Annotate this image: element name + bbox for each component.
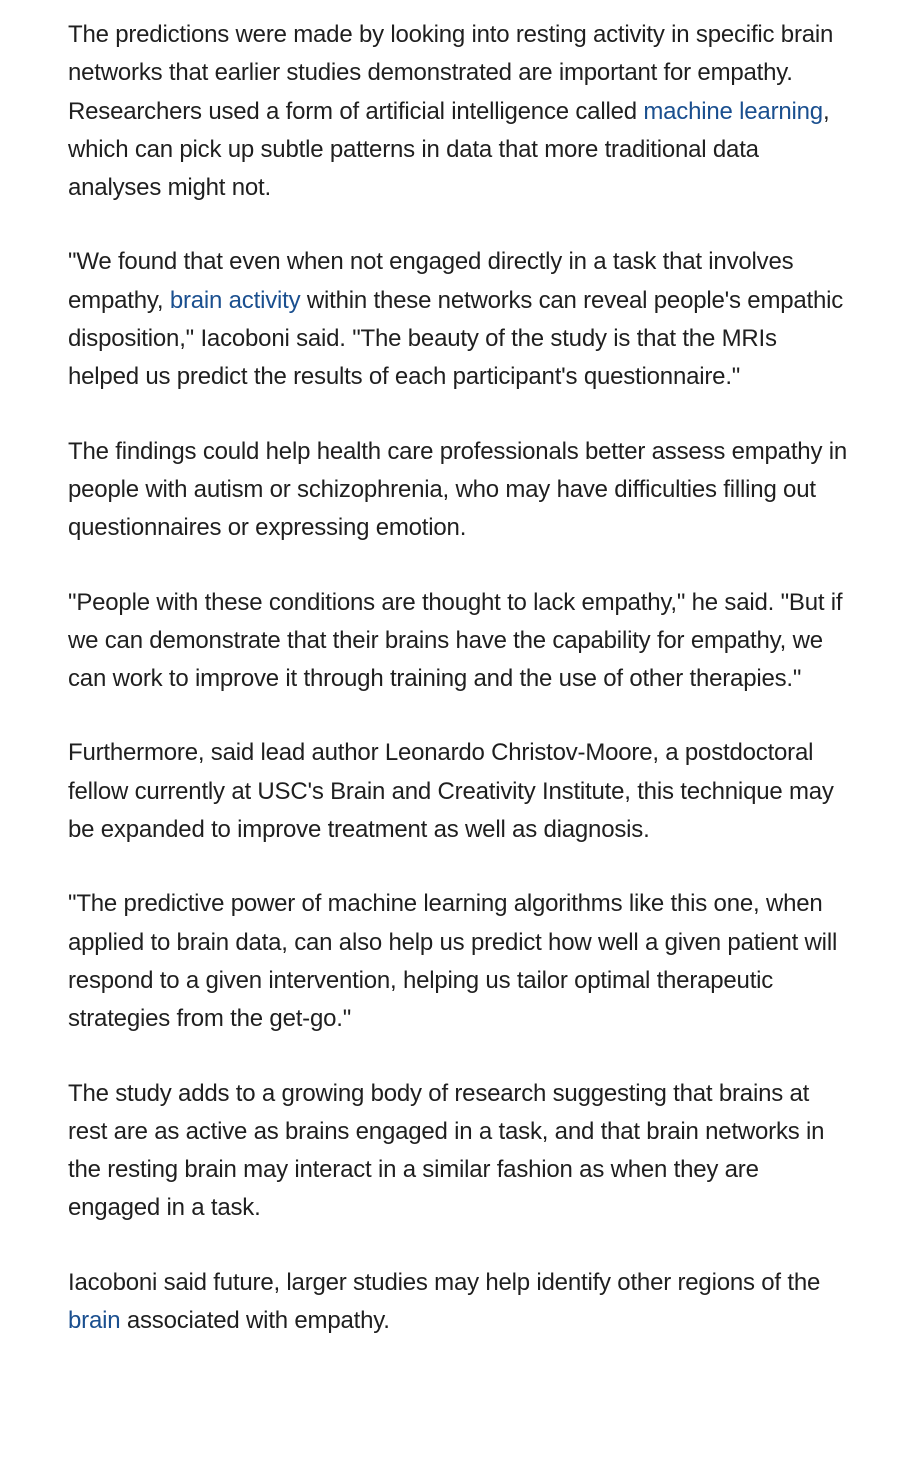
paragraph-predictive-power-quote: "The predictive power of machine learning algorithms like this one, when applied to brain data, can also help us predict how well a given patient will respond to a given intervention, helping us tailor optimal therapeutic strategies from the get-go." — [68, 890, 838, 1033]
paragraph-text: "We found that even when not engaged directly in a task that involves empathy, — [68, 248, 794, 314]
article-body — [68, 16, 848, 1376]
paragraph-findings: The findings could help health care professionals better assess empathy in people with autism or schizophrenia, who may have difficulties filling out questionnaires or expressing emotion. — [68, 437, 847, 542]
paragraph-future-studies — [68, 1264, 848, 1341]
paragraph-text: within these networks can reveal people's empathic disposition," Iacoboni said. "The beauty of the study is that the MRIs helped us predict the results of each participant's questionnaire." — [68, 286, 844, 391]
brain-link[interactable]: brain — [68, 1307, 121, 1335]
paragraph-machine-learning — [68, 16, 848, 207]
paragraph-conditions-quote: "People with these conditions are thought to lack empathy," he said. "But if we can demonstrate that their brains have the capability for empathy, we can work to improve it through training and the use of other therapies." — [68, 588, 843, 693]
paragraph-study-context: The study adds to a growing body of research suggesting that brains at rest are as active as brains engaged in a task, and that brain networks in the resting brain may interact in a similar fashion as when they are engaged in a task. — [68, 1079, 825, 1222]
machine-learning-link[interactable]: machine learning — [643, 97, 823, 125]
paragraph-lead-author: Furthermore, said lead author Leonardo Christov-Moore, a postdoctoral fellow currently at USC's Brain and Creativity Institute, this technique may be expanded to improve treatment as well as diagnosis. — [68, 739, 834, 844]
paragraph-text: , which can pick up subtle patterns in data that more traditional data analyses might not. — [68, 97, 830, 202]
paragraph-text: The predictions were made by looking into resting activity in specific brain networks that earlier studies demonstrated are important for empathy. Researchers used a form of artificial intelligence called — [68, 21, 834, 125]
paragraph-iacoboni-quote — [68, 243, 848, 396]
paragraph-text: associated with empathy. — [120, 1307, 390, 1335]
paragraph-text: Iacoboni said future, larger studies may help identify other regions of the — [68, 1268, 821, 1296]
brain-activity-link[interactable]: brain activity — [169, 286, 301, 314]
